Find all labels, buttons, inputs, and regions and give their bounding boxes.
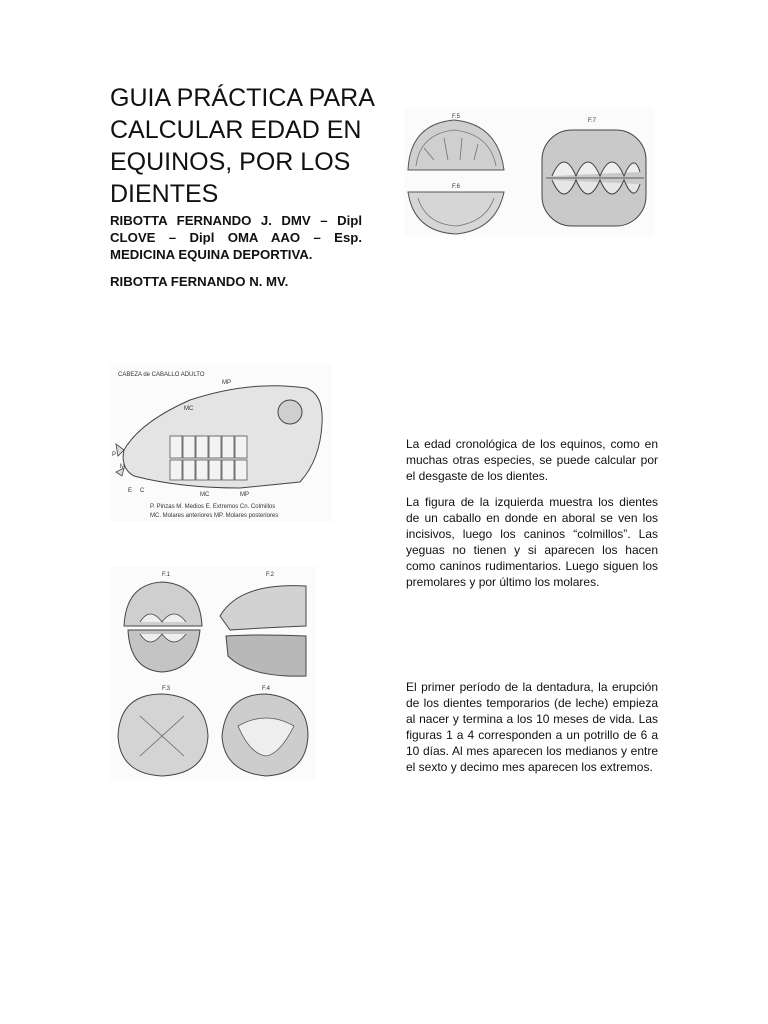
page-title: GUIA PRÁCTICA PARA CALCULAR EDAD EN EQUINOS, POR LOS DIENTES bbox=[110, 84, 374, 208]
paragraph-block-intro bbox=[406, 436, 658, 600]
marker-mc-top: MC bbox=[184, 406, 194, 412]
paragraph-figure-description: La figura de la izquierda muestra los dientes de un caballo en donde en aboral se ven los incisivos, luego los caninos “colmillos”. Las yeguas no tienen y si aparecen los hacen como caninos rudimentarios. Luego siguen los premolares y por último los molares. bbox=[406, 495, 658, 589]
authors-block bbox=[110, 212, 362, 300]
marker-e: E bbox=[128, 488, 133, 494]
figure-label-f1: F.1 bbox=[162, 572, 171, 578]
figure-label-f5: F.5 bbox=[452, 114, 461, 120]
figure-incisors-top bbox=[404, 108, 654, 236]
marker-mp-bottom: MP bbox=[240, 492, 249, 498]
marker-p: P bbox=[112, 452, 117, 458]
figure-foal-incisors bbox=[110, 566, 316, 780]
marker-mc-bottom: MC bbox=[200, 492, 210, 498]
figure-label-f4: F.4 bbox=[262, 686, 271, 692]
author-2: RIBOTTA FERNANDO N. MV. bbox=[110, 274, 289, 289]
figure-label-f3: F.3 bbox=[162, 686, 171, 692]
skull-legend-1: P. Pinzas M. Medios E. Extremos Cn. Colmillos bbox=[150, 504, 276, 510]
marker-m: M bbox=[120, 464, 125, 470]
figure-label-f2: F.2 bbox=[266, 572, 275, 578]
paragraph-intro: La edad cronológica de los equinos, como en muchas otras especies, se puede calcular por el desgaste de los dientes. bbox=[406, 437, 658, 483]
skull-title: CABEZA de CABALLO ADULTO bbox=[118, 372, 205, 378]
marker-c: C bbox=[140, 488, 145, 494]
paragraph-block-first-period bbox=[406, 679, 658, 785]
paragraph-first-period: El primer período de la dentadura, la erupción de los dientes temporarios (de leche) empieza al nacer y termina a los 10 meses de vida. Las figuras 1 a 4 corresponden a un potrillo de 6 a 10 días. Al mes aparecen los medianos y entre el sexto y decimo mes aparecen los extremos. bbox=[406, 680, 658, 774]
figure-label-f6: F.6 bbox=[452, 184, 461, 190]
author-1: RIBOTTA FERNANDO J. DMV – Dipl CLOVE – Dipl OMA AAO – Esp. MEDICINA EQUINA DEPORTIVA. bbox=[110, 213, 362, 262]
marker-mp-top: MP bbox=[222, 380, 231, 386]
figure-horse-skull bbox=[110, 364, 332, 522]
skull-legend-2: MC. Molares anteriores MP. Molares posteriores bbox=[150, 513, 279, 519]
figure-label-f7: F.7 bbox=[588, 118, 597, 124]
